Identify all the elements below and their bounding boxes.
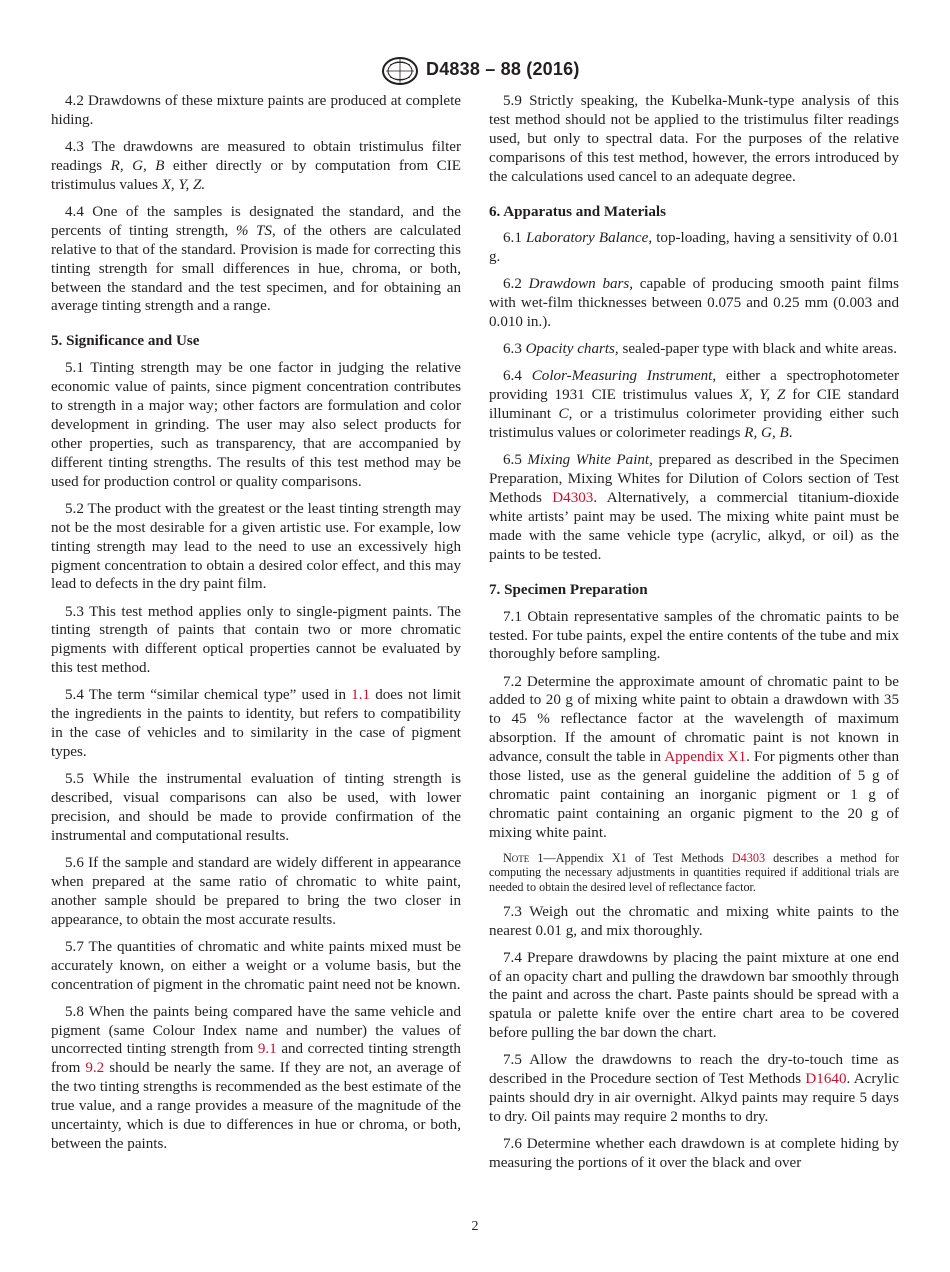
- ref-link-1-1[interactable]: 1.1: [351, 687, 371, 704]
- para-6-5: 6.5 Mixing White Paint, prepared as described in the Specimen Preparation, Mixing Whites for Dilution of Colors section of Test Methods D4303. Alternatively, a commercial titanium-dioxide white artists’ paint may be used. The mixing white paint must be made with the same vehicle type (acrylic, alkyd, or oil) as the paints to be tested.: [489, 452, 899, 563]
- para-5-8: 5.8 When the paints being compared have the same vehicle and pigment (same Colour Index name and number) the values of uncorrected tinting strength from 9.1 and corrected tinting strength from 9.2 should be nearly the same. If they are not, an average of the two tinting strengths is recommended as the best estimate of the true value, and a range provides a measure of the magnitude of the uncertainty, which is due to differences in hue or chroma, or both, between the paints.: [51, 1003, 462, 1152]
- para-5-3: 5.3 This test method applies only to single-pigment paints. The tinting strength of paints that contain two or more chromatic pigments with different optical properties cannot be evaluated by this test method.: [51, 603, 461, 677]
- section-7-heading: 7. Specimen Preparation: [489, 581, 648, 598]
- astm-logo: [380, 56, 420, 86]
- para-7-2: 7.2 Determine the approximate amount of chromatic paint to be added to 20 g of mixing white paint to obtain a drawdown with 35 to 45 % reflectance factor at the wavelength of maximum absorption. If the amount of chromatic paint is not known in advance, consult the table in Appendix X1. For pigments other than those listed, use as the general guideline the addition of 5 g of chromatic paint containing an inorganic pigment or 1 g of chromatic paint containing an organic pigment to the 20 g of mixing white paint.: [489, 673, 899, 841]
- section-5-heading: 5. Significance and Use: [51, 333, 200, 350]
- ref-link-d4303[interactable]: D4303: [552, 490, 594, 507]
- para-6-3: 6.3 Opacity charts, sealed-paper type with black and white areas.: [503, 341, 897, 358]
- para-7-1: 7.1 Obtain representative samples of the chromatic paints to be tested. For tube paints, expel the entire contents of the tube and mix thoroughly before sampling.: [489, 608, 899, 663]
- left-column: [51, 92, 461, 1162]
- para-6-1: 6.1 Laboratory Balance, top-loading, having a sensitivity of 0.01 g.: [489, 230, 899, 266]
- ref-link-9-1[interactable]: 9.1: [257, 1041, 277, 1058]
- para-7-5: 7.5 Allow the drawdowns to reach the dry-to-touch time as described in the Procedure section of Test Methods D1640. Acrylic paints should dry in air overnight. Alkyd paints may require 5 days to dry. Oil paints may require 2 months to dry.: [489, 1052, 899, 1126]
- para-5-1: 5.1 Tinting strength may be one factor in judging the relative economic value of paints, since pigment concentration contributes to strength in a major way; other factors are formulation and color development in grinding. The user may also select products for other properties, such as transparency, that are accompanied by different tinting strengths. The results of this test method may be used for production control or quality comparisons.: [51, 360, 461, 490]
- document-id: D4838 – 88 (2016): [426, 59, 580, 79]
- note-1: Note 1—Appendix X1 of Test Methods D4303 describes a method for computing the necessary adjustments in quantities required if additional trials are needed to obtain the desired level of reflectance factor.: [489, 850, 899, 895]
- page-header: [0, 56, 950, 86]
- para-4-2: 4.2 Drawdowns of these mixture paints are produced at complete hiding.: [51, 93, 461, 128]
- ref-link-appendix-x1[interactable]: Appendix X1: [664, 749, 747, 766]
- para-7-4: 7.4 Prepare drawdowns by placing the paint mixture at one end of an opacity chart and pulling the drawdown bar smoothly through the paint and across the chart. Paste paints should be spread with a spatula or palette knife over the entire chart area to be covered before pulling the bar down the chart.: [489, 949, 899, 1042]
- para-5-2: 5.2 The product with the greatest or the least tinting strength may not be the most desirable for a given artistic use. For example, low tinting strength may lead to the need to use an excessively high pigment concentration to obtain a desired color effect, and this may lead to defects in the dry paint film.: [51, 500, 461, 593]
- para-7-6: 7.6 Determine whether each drawdown is at complete hiding by measuring the portions of it over the black and over: [489, 1136, 899, 1172]
- page-number: 2: [471, 1219, 479, 1234]
- ref-link-d1640[interactable]: D1640: [805, 1071, 847, 1088]
- ref-link-d4303-note[interactable]: D4303: [731, 850, 766, 865]
- para-6-2: 6.2 Drawdown bars, capable of producing smooth paint films with wet-film thicknesses between 0.075 and 0.25 mm (0.003 and 0.010 in.).: [489, 276, 899, 331]
- para-4-3: 4.3 The drawdowns are measured to obtain tristimulus filter readings R, G, B either directly or by computation from CIE tristimulus values X, Y, Z.: [51, 139, 461, 193]
- section-6-heading: 6. Apparatus and Materials: [489, 203, 666, 220]
- para-5-4: 5.4 The term “similar chemical type” used in 1.1 does not limit the ingredients in the paints to identity, but refers to compatibility in the case of vehicles and to similarity in the case of pigment types.: [51, 687, 461, 761]
- ref-link-9-2[interactable]: 9.2: [85, 1060, 105, 1077]
- para-6-4: 6.4 Color-Measuring Instrument, either a spectrophotometer providing 1931 CIE tristimulus values X, Y, Z for CIE standard illuminant C, or a tristimulus colorimeter providing either such tristimulus values or colorimeter readings R, G, B.: [489, 368, 899, 442]
- para-5-5: 5.5 While the instrumental evaluation of tinting strength is described, visual comparisons can also be used, with lower precision, and should be made to provide confirmation of the instrumental and computational results.: [51, 771, 461, 844]
- para-5-7: 5.7 The quantities of chromatic and white paints mixed must be accurately known, on either a weight or a volume basis, but the concentration of pigment in the chromatic paint need not be known.: [51, 938, 461, 993]
- right-column: [489, 92, 899, 1181]
- para-7-3: 7.3 Weigh out the chromatic and mixing white paints to the nearest 0.01 g, and mix thoroughly.: [489, 903, 899, 939]
- para-5-6: 5.6 If the sample and standard are widely different in appearance when prepared at the same ratio of chromatic to white paint, another sample should be prepared to bring the two closer in appearance, to obtain the most accurate results.: [51, 854, 461, 928]
- para-5-9: 5.9 Strictly speaking, the Kubelka-Munk-type analysis of this test method should not be applied to the tristimulus filter readings used, but only to spectral data. For the purposes of the relative comparisons of this test method, however, the errors introduced by the calculations used cancel to an adequate degree.: [489, 93, 899, 185]
- para-4-4: 4.4 One of the samples is designated the standard, and the percents of tinting strength, % TS, of the others are calculated relative to that of the standard. Provision is made for correcting this tinting strength for small differences in hue, chroma, or both, between the standard and the test specimen, and for obtaining an average tinting strength and a range.: [51, 203, 461, 315]
